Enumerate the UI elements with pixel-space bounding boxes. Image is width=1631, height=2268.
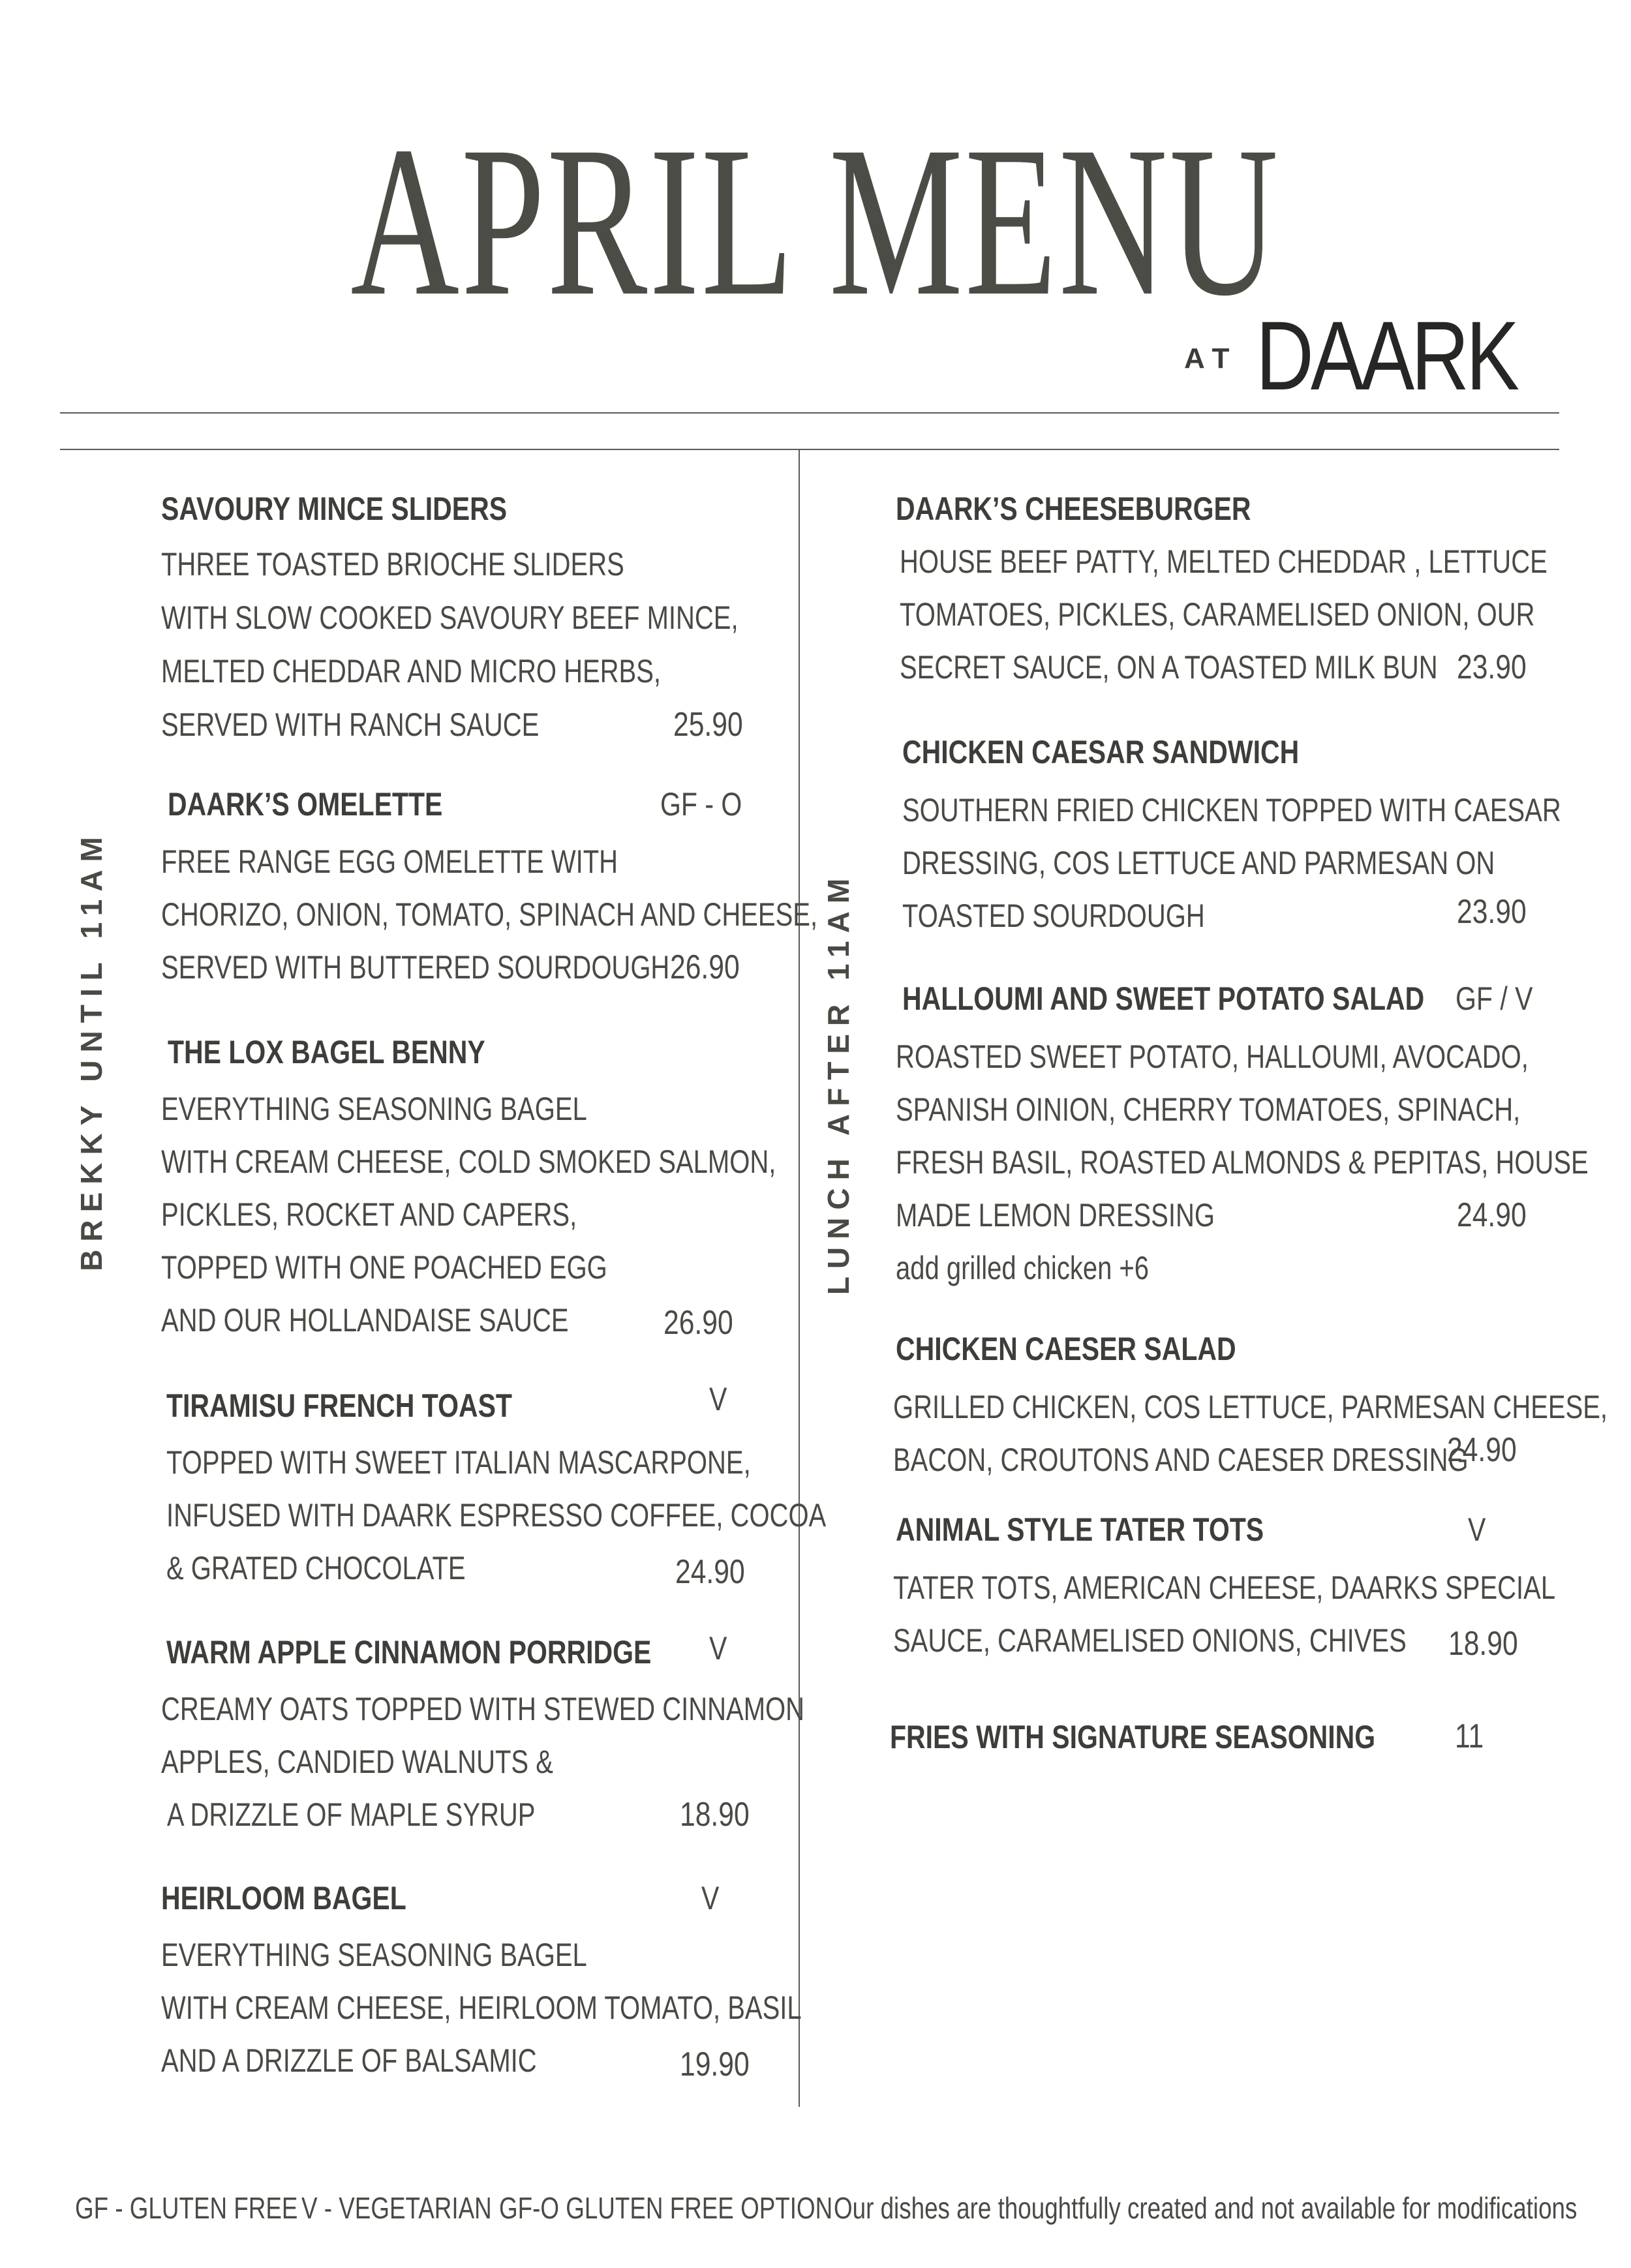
divider-bottom xyxy=(60,449,1559,450)
item-price: 18.90 xyxy=(1448,1625,1518,1663)
brekky-section-label: BREKKY UNTIL 11AM xyxy=(74,829,108,1271)
item-description-line: APPLES, CANDIED WALNUTS & xyxy=(161,1744,553,1780)
item-price: 24.90 xyxy=(1457,1196,1527,1234)
modification-note: Our dishes are thoughtfully created and not available for modifications xyxy=(834,2191,1578,2225)
item-description-line: DRESSING, COS LETTUCE AND PARMESAN ON xyxy=(902,845,1495,881)
item-price: 23.90 xyxy=(1457,648,1527,686)
dietary-tag: V xyxy=(1468,1511,1486,1548)
item-price: 25.90 xyxy=(673,706,743,744)
at-label: AT xyxy=(1184,342,1239,374)
dietary-tag: GF - O xyxy=(660,786,742,823)
item-description-line: SPANISH OINION, CHERRY TOMATOES, SPINACH, xyxy=(896,1091,1521,1128)
item-description-line: A DRIZZLE OF MAPLE SYRUP xyxy=(161,1796,536,1833)
dietary-tag: V xyxy=(709,1630,727,1667)
item-description-line: THREE TOASTED BRIOCHE SLIDERS xyxy=(161,546,624,582)
item-name: DAARK’S OMELETTE xyxy=(168,786,443,823)
item-description-line: AND A DRIZZLE OF BALSAMIC xyxy=(161,2042,537,2079)
item-description-line: CHORIZO, ONION, TOMATO, SPINACH AND CHEESE, xyxy=(161,896,818,933)
item-description-line: HOUSE BEEF PATTY, MELTED CHEDDAR , LETTUCE xyxy=(900,543,1547,580)
menu-item-animal-style-tater-tots xyxy=(893,1507,1556,1676)
item-name: HEIRLOOM BAGEL xyxy=(161,1880,406,1916)
item-price: 19.90 xyxy=(680,2046,750,2083)
divider-top xyxy=(60,412,1559,414)
item-price: 24.90 xyxy=(1447,1431,1517,1469)
item-description-line: AND OUR HOLLANDAISE SAUCE xyxy=(161,1302,569,1338)
item-description-line: SERVED WITH BUTTERED SOURDOUGH xyxy=(161,949,670,986)
dietary-tag: GF / V xyxy=(1456,980,1533,1017)
item-name: SAVOURY MINCE SLIDERS xyxy=(161,491,508,527)
item-name: CHICKEN CAESER SALAD xyxy=(896,1331,1236,1367)
item-description-line: CREAMY OATS TOPPED WITH STEWED CINNAMON xyxy=(161,1691,805,1727)
item-name: WARM APPLE CINNAMON PORRIDGE xyxy=(166,1634,652,1671)
legend-vegetarian: V - VEGETARIAN xyxy=(301,2191,492,2225)
dietary-tag: V xyxy=(701,1880,720,1916)
item-description-line: TATER TOTS, AMERICAN CHEESE, DAARKS SPECIAL xyxy=(893,1569,1556,1606)
legend-gluten-free: GF - GLUTEN FREE xyxy=(75,2191,298,2225)
item-description-line: WITH CREAM CHEESE, COLD SMOKED SALMON, xyxy=(161,1143,776,1180)
item-price: 24.90 xyxy=(675,1553,745,1591)
item-description-line: INFUSED WITH DAARK ESPRESSO COFFEE, COCOA xyxy=(166,1497,827,1534)
item-price: 18.90 xyxy=(680,1796,750,1834)
item-description-line: WITH CREAM CHEESE, HEIRLOOM TOMATO, BASIL xyxy=(161,1989,802,2026)
menu-item-tiramisu-french-toast xyxy=(166,1381,827,1605)
menu-item-daarks-omelette xyxy=(161,781,818,1003)
item-description-line: ROASTED SWEET POTATO, HALLOUMI, AVOCADO, xyxy=(896,1038,1529,1075)
menu-item-warm-apple-cinnamon-porridge xyxy=(161,1629,805,1851)
item-description-line: EVERYTHING SEASONING BAGEL xyxy=(161,1091,587,1127)
item-name: HALLOUMI AND SWEET POTATO SALAD xyxy=(902,980,1425,1017)
item-name: ANIMAL STYLE TATER TOTS xyxy=(896,1511,1264,1548)
item-description-line: EVERYTHING SEASONING BAGEL xyxy=(161,1937,587,1973)
column-divider xyxy=(799,450,800,2107)
item-description-line: WITH SLOW COOKED SAVOURY BEEF MINCE, xyxy=(161,599,739,636)
item-description-line: FRESH BASIL, ROASTED ALMONDS & PEPITAS, HOUSE xyxy=(896,1144,1589,1181)
item-description-line: GRILLED CHICKEN, COS LETTUCE, PARMESAN CHEESE, xyxy=(893,1389,1608,1425)
dietary-tag: V xyxy=(709,1381,727,1417)
item-name: FRIES WITH SIGNATURE SEASONING xyxy=(890,1719,1376,1755)
menu-item-chicken-caesar-sandwich xyxy=(902,729,1561,951)
legend-gluten-free-option: GF-O GLUTEN FREE OPTION xyxy=(499,2191,833,2225)
menu-title: APRIL MENU xyxy=(350,102,1281,340)
item-description-line: TOMATOES, PICKLES, CARAMELISED ONION, OUR xyxy=(900,596,1535,633)
menu-item-heirloom-bagel xyxy=(161,1875,802,2097)
brand-logo: DAARK xyxy=(1256,307,1517,404)
item-name: TIRAMISU FRENCH TOAST xyxy=(166,1387,512,1424)
item-description-line: BACON, CROUTONS AND CAESER DRESSING xyxy=(893,1442,1469,1478)
item-price: 23.90 xyxy=(1457,893,1527,931)
item-description-line: add grilled chicken +6 xyxy=(896,1250,1150,1286)
item-description-line: SAUCE, CARAMELISED ONIONS, CHIVES xyxy=(893,1622,1407,1659)
item-price: 26.90 xyxy=(663,1304,733,1342)
item-description-line: PICKLES, ROCKET AND CAPERS, xyxy=(161,1196,577,1233)
item-price: 26.90 xyxy=(670,948,740,986)
item-description-line: SERVED WITH RANCH SAUCE xyxy=(161,706,540,743)
item-name: CHICKEN CAESAR SANDWICH xyxy=(902,734,1300,770)
item-description-line: TOPPED WITH SWEET ITALIAN MASCARPONE, xyxy=(166,1444,751,1481)
item-description-line: TOASTED SOURDOUGH xyxy=(902,898,1205,934)
item-name: THE LOX BAGEL BENNY xyxy=(168,1034,485,1070)
item-description-line: & GRATED CHOCOLATE xyxy=(166,1550,466,1586)
item-description-line: FREE RANGE EGG OMELETTE WITH xyxy=(161,843,618,880)
item-description-line: SOUTHERN FRIED CHICKEN TOPPED WITH CAESAR xyxy=(902,792,1561,828)
lunch-section-label: LUNCH AFTER 11AM xyxy=(821,870,855,1295)
menu-item-savoury-mince-sliders xyxy=(161,486,787,760)
menu-item-chicken-caeser-salad xyxy=(893,1326,1608,1496)
item-description-line: MELTED CHEDDAR AND MICRO HERBS, xyxy=(161,653,662,689)
item-description-line: MADE LEMON DRESSING xyxy=(896,1197,1215,1233)
menu-item-fries-signature-seasoning xyxy=(890,1714,1542,1766)
menu-item-halloumi-sweet-potato-salad xyxy=(896,976,1589,1302)
item-price: 11 xyxy=(1455,1717,1484,1755)
item-description-line: SECRET SAUCE, ON A TOASTED MILK BUN xyxy=(900,649,1438,686)
menu-item-daarks-cheeseburger xyxy=(896,486,1548,708)
item-description-line: TOPPED WITH ONE POACHED EGG xyxy=(161,1249,607,1286)
item-name: DAARK’S CHEESEBURGER xyxy=(896,491,1251,527)
menu-item-lox-bagel-benny xyxy=(161,1029,787,1355)
